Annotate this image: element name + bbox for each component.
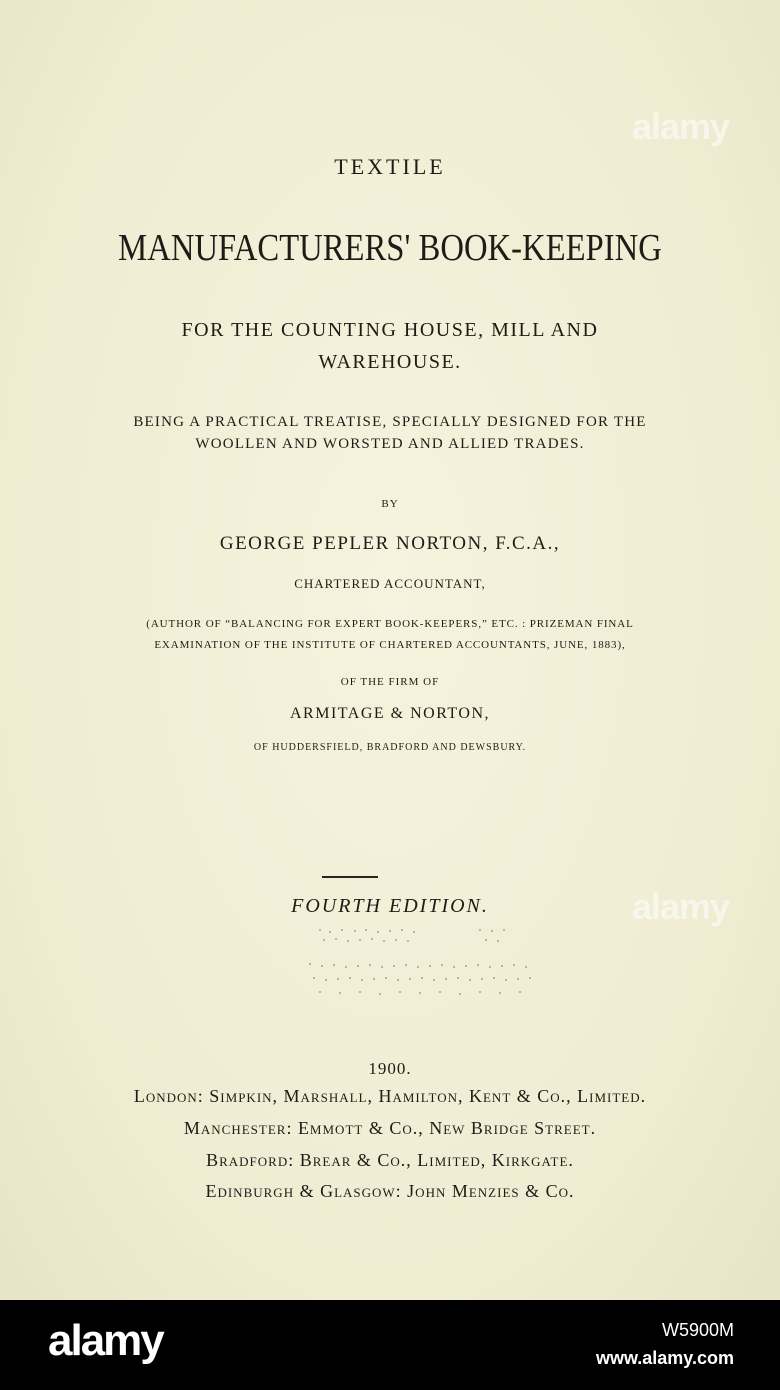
credits-line-2: EXAMINATION OF THE INSTITUTE OF CHARTERED ACCOUNTANTS, JUNE, 1883),	[154, 639, 626, 651]
subtitle-line-2: WAREHOUSE.	[318, 351, 462, 373]
subtitle-line-1: FOR THE COUNTING HOUSE, MILL AND	[181, 319, 599, 341]
edition: FOURTH EDITION.	[291, 895, 489, 917]
publisher-manchester: Manchester: Emmott & Co., New Bridge Street.	[183, 1118, 597, 1138]
heading-main: MANUFACTURERS' BOOK-KEEPING	[118, 227, 662, 269]
library-stamp-perforation	[300, 922, 540, 1002]
author-name: GEORGE PEPLER NORTON, F.C.A.,	[219, 533, 561, 554]
description-line-1: BEING A PRACTICAL TREATISE, SPECIALLY DESIGNED FOR THE	[133, 414, 647, 430]
publisher-london: London: Simpkin, Marshall, Hamilton, Kent & Co., Limited.	[133, 1086, 647, 1106]
publisher-bradford: Bradford: Brear & Co., Limited, Kirkgate.	[206, 1150, 574, 1170]
footer-url[interactable]: www.alamy.com	[595, 1348, 734, 1368]
firm-name: ARMITAGE & NORTON,	[289, 705, 490, 722]
edition-rule	[322, 876, 378, 878]
firm-intro: OF THE FIRM OF	[340, 676, 440, 688]
publication-year: 1900.	[368, 1059, 412, 1078]
publisher-edinburgh: Edinburgh & Glasgow: John Menzies & Co.	[205, 1181, 575, 1201]
watermark-middle: alamy	[632, 886, 730, 927]
description-line-2: WOOLLEN AND WORSTED AND ALLIED TRADES.	[195, 436, 585, 452]
author-title: CHARTERED ACCOUNTANT,	[294, 576, 486, 591]
firm-locations: OF HUDDERSFIELD, BRADFORD AND DEWSBURY.	[253, 742, 527, 753]
stock-footer	[0, 1300, 780, 1390]
credits-line-1: (AUTHOR OF “BALANCING FOR EXPERT BOOK-KEEPERS,” ETC. : PRIZEMAN FINAL	[146, 618, 634, 630]
heading-small: TEXTILE	[334, 154, 446, 179]
by-label: BY	[381, 498, 399, 510]
image-id: W5900M	[661, 1320, 734, 1340]
alamy-logo: alamy	[48, 1316, 163, 1365]
watermark-top: alamy	[632, 106, 730, 147]
